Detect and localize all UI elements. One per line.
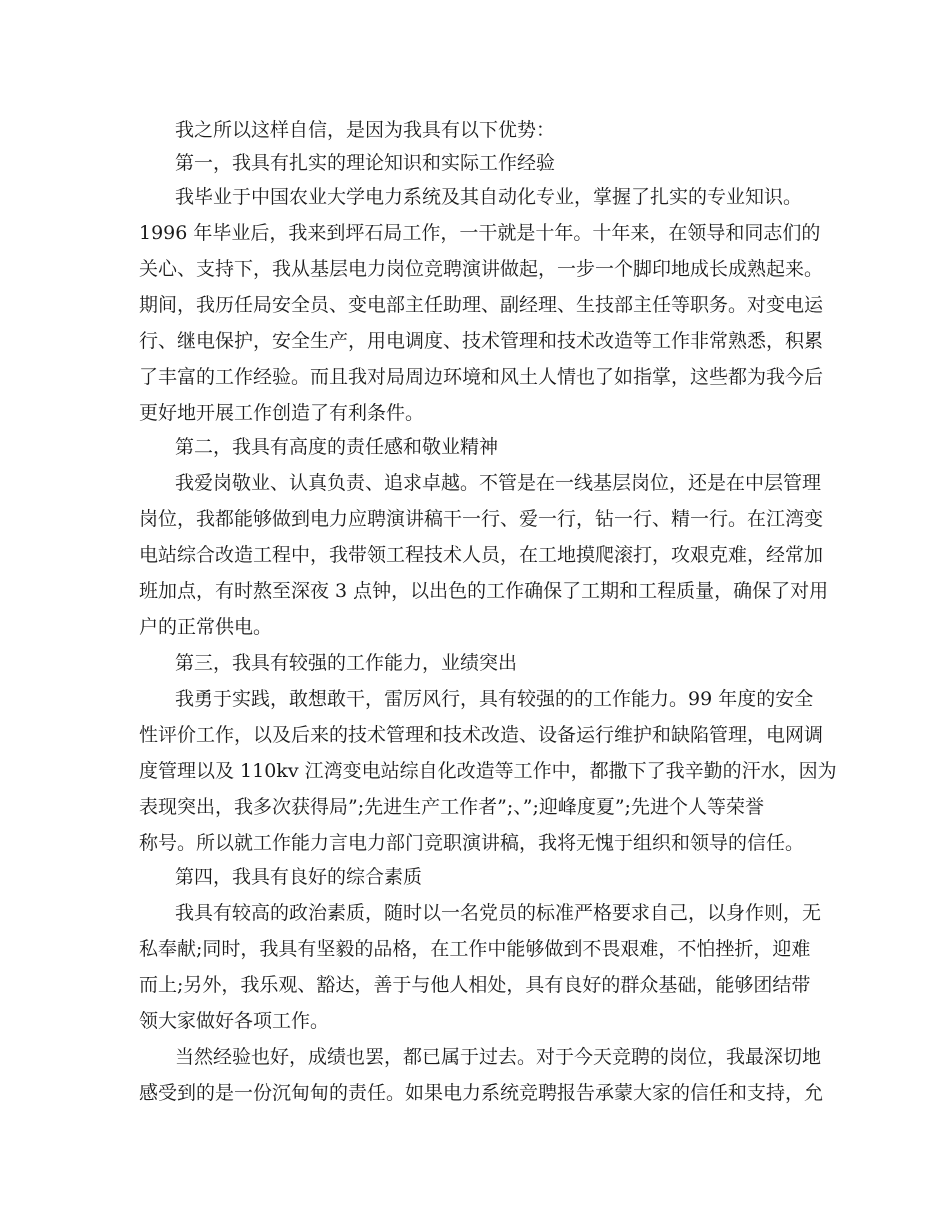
text-line: 我爱岗敬业、认真负责、追求卓越。不管是在一线基层岗位，还是在中层管理 <box>175 472 822 494</box>
text-line: 我勇于实践，敢想敢干，雷厉风行，具有较强的的工作能力。99 年度的安全 <box>175 688 814 710</box>
text-line: 行、继电保护，安全生产，用电调度、技术管理和技术改造等工作非常熟悉，积累 <box>139 330 824 352</box>
text-line: 我之所以这样自信，是因为我具有以下优势： <box>175 119 556 141</box>
text-line: 电站综合改造工程中，我带领工程技术人员，在工地摸爬滚打，攻艰克难，经常加 <box>139 544 824 566</box>
text-line: 我毕业于中国农业大学电力系统及其自动化专业，掌握了扎实的专业知识。 <box>175 186 803 208</box>
text-line: 表现突出，我多次获得局”;先进生产工作者”;、”;迎峰度夏”;先进个人等荣誉 <box>139 796 764 818</box>
text-line: 岗位，我都能够做到电力应聘演讲稿干一行、爱一行，钻一行、精一行。在江湾变 <box>139 508 824 530</box>
text-line: 更好地开展工作创造了有利条件。 <box>139 402 425 424</box>
text-line: 私奉献;同时，我具有坚毅的品格，在工作中能够做到不畏艰难，不怕挫折，迎难 <box>139 938 811 960</box>
section-heading: 第四，我具有良好的综合素质 <box>175 866 423 888</box>
text-line: 期间，我历任局安全员、变电部主任助理、副经理、生技部主任等职务。对变电运 <box>139 294 824 316</box>
section-heading: 第二，我具有高度的责任感和敬业精神 <box>175 436 499 458</box>
text-line: 关心、支持下，我从基层电力岗位竞聘演讲做起，一步一个脚印地成长成熟起来。 <box>139 258 824 280</box>
section-heading: 第三，我具有较强的工作能力，业绩突出 <box>175 652 518 674</box>
text-line: 班加点，有时熬至深夜 3 点钟，以出色的工作确保了工期和工程质量，确保了对用 <box>139 580 829 602</box>
text-line: 我具有较高的政治素质，随时以一名党员的标准严格要求自己，以身作则，无 <box>175 902 822 924</box>
text-line: 称号。所以就工作能力言电力部门竞职演讲稿，我将无愧于组织和领导的信任。 <box>139 832 805 854</box>
text-line: 当然经验也好，成绩也罢，都已属于过去。对于今天竞聘的岗位，我最深切地 <box>175 1046 822 1068</box>
text-line: 而上;另外，我乐观、豁达，善于与他人相处，具有良好的群众基础，能够团结带 <box>139 974 811 996</box>
text-line: 感受到的是一份沉甸甸的责任。如果电力系统竞聘报告承蒙大家的信任和支持，允 <box>139 1082 824 1104</box>
text-line: 户的正常供电。 <box>139 616 273 638</box>
text-line: 了丰富的工作经验。而且我对局周边环境和风土人情也了如指掌，这些都为我今后 <box>139 366 824 388</box>
text-line: 度管理以及 110kv 江湾变电站综自化改造等工作中，都撒下了我辛勤的汗水，因为 <box>139 760 837 782</box>
section-heading: 第一，我具有扎实的理论知识和实际工作经验 <box>175 152 556 174</box>
text-line: 性评价工作，以及后来的技术管理和技术改造、设备运行维护和缺陷管理，电网调 <box>139 724 824 746</box>
text-line: 1996 年毕业后，我来到坪石局工作，一干就是十年。十年来，在领导和同志们的 <box>139 222 821 244</box>
text-line: 领大家做好各项工作。 <box>139 1010 330 1032</box>
